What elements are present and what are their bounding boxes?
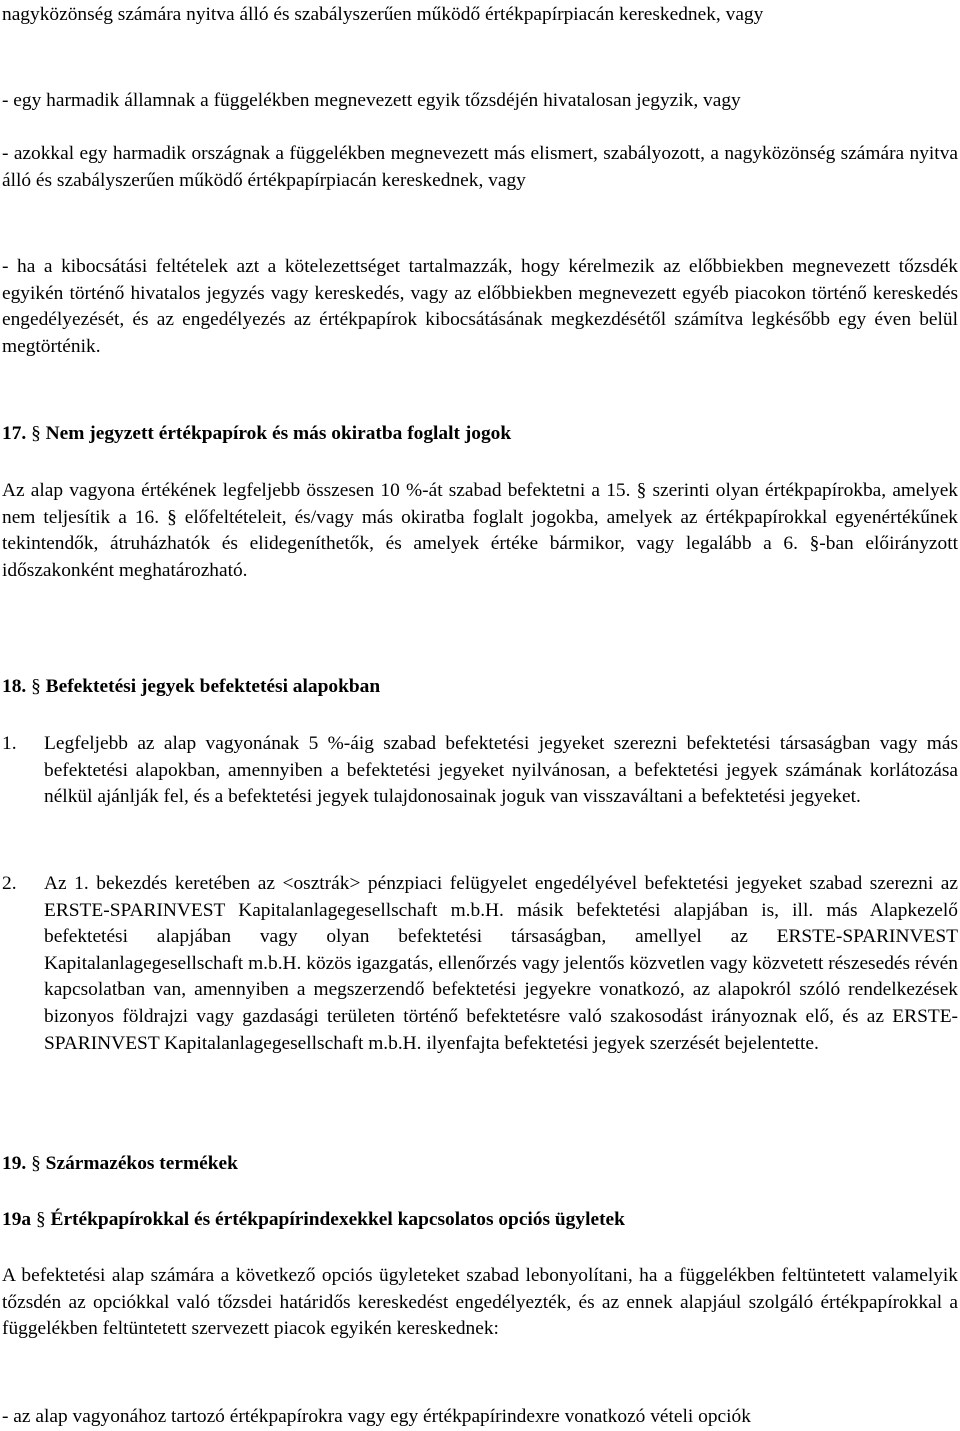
section-heading-19 xyxy=(2,1151,238,1178)
section-heading-19a xyxy=(2,1207,625,1234)
section-title: Nem jegyzett értékpapírok és más okiratba foglalt jogok xyxy=(45,423,512,444)
paragraph-bullet-call-options: - az alap vagyonához tartozó értékpapírokra vagy egy értékpapírindexre vonatkozó vételi opciók xyxy=(2,1406,751,1427)
item-text-2: Az 1. bekezdés keretében az <osztrák> pénzpiaci felügyelet engedélyével befektetési jegyeket szabad szerezni az ERSTE-SPARINVEST Kapitalanlagegesellschaft m.b.H. másik befektetési alapjában is, ill. más Alapkezelő befektetési alapjában vagy olyan befektetési társaságban, amellyel az ERSTE-SPARINVEST Kapitalanlagegesellschaft m.b.H. közös igazgatás, ellenőrzés vagy jelentős közvetlen vagy közvetett részesedés révén kapcsolatban van, amennyiben a megszerzendő befektetési jegyekre vonatkozó, az alapokról szóló rendelkezések bizonyos földrajzi vagy gazdasági területen történő befektetésre való szakosodást irányoznak elő, és az ERSTE-SPARINVEST Kapitalanlagegesellschaft m.b.H. ilyenfajta befektetési jegyek szerzését bejelentette. xyxy=(44,873,958,1054)
item-text-1: Legfeljebb az alap vagyonának 5 %-áig szabad befektetési jegyeket szerezni befektetési társaságban vagy más befektetési alapokban, amennyiben a befektetési jegyeket nyilvánosan, a befektetési jegyek számának korlátozása nélkül ajánlják fel, és a befektetési jegyek tulajdonosainak joguk van visszaváltani a befektetési jegyeket. xyxy=(44,733,958,808)
paragraph-bullet-third-country-market: - azokkal egy harmadik országnak a függelékben megnevezett más elismert, szabályozott, a nagyközönség számára nyitva álló és szabályszerűen működő értékpapírpiacán kereskednek, vagy xyxy=(2,143,958,191)
item-number-1: 1. xyxy=(2,733,17,754)
section-heading-17 xyxy=(2,421,511,448)
paragraph-section-17: Az alap vagyona értékének legfeljebb összesen 10 %-át szabad befektetni a 15. § szerinti olyan értékpapírokba, amelyek nem teljesítik a 16. § előfeltételeit, és/vagy más okiratba foglalt jogokba, amelyek az értékpapírokkal egyenértékűnek tekintendők, átruházhatók és elidegeníthetők, és amelyek értéke bármikor, vagy legalább a 6. §-ban előirányzott időszakonként meghatározható. xyxy=(2,480,958,581)
section-sign: § xyxy=(31,676,41,697)
section-sign: § xyxy=(31,1153,41,1174)
section-number: 18. xyxy=(2,676,27,697)
item-number-2: 2. xyxy=(2,873,17,894)
paragraph-bullet-third-state-exchange: - egy harmadik államnak a függelékben megnevezett egyik tőzsdéjén hivatalosan jegyzik, vagy xyxy=(2,90,741,111)
section-sign: § xyxy=(31,423,41,444)
section-number: 19a xyxy=(2,1209,32,1230)
section-sign: § xyxy=(35,1209,46,1230)
paragraph-continuation: nagyközönség számára nyitva álló és szabályszerűen működő értékpapírpiacán kereskednek, vagy xyxy=(2,4,764,25)
paragraph-bullet-issuance-conditions: - ha a kibocsátási feltételek azt a kötelezettséget tartalmazzák, hogy kérelmezik az előbbiekben megnevezett tőzsdék egyikén történő hivatalos jegyzés vagy kereskedés, vagy az előbbiekben megnevezett egyéb piacokon történő kereskedés engedélyezését, és az engedélyezés az értékpapírok kibocsátásának megkezdésétől számítva legkésőbb egy éven belül megtörténik. xyxy=(2,256,958,357)
section-number: 19. xyxy=(2,1153,27,1174)
paragraph-section-19a: A befektetési alap számára a következő opciós ügyleteket szabad lebonyolítani, ha a függelékben feltüntetett valamelyik tőzsdén az opciókkal való tőzsdei határidős kereskedést engedélyezték, és az ennek alapjául szolgáló értékpapírokkal a függelékben feltüntetett szervezett piacok egyikén kereskednek: xyxy=(2,1265,958,1340)
section-heading-18 xyxy=(2,674,380,701)
section-number: 17. xyxy=(2,423,27,444)
section-title: Befektetési jegyek befektetési alapokban xyxy=(45,676,381,697)
section-title: Értékpapírokkal és értékpapírindexekkel kapcsolatos opciós ügyletek xyxy=(50,1209,625,1230)
section-title: Származékos termékek xyxy=(45,1153,238,1174)
